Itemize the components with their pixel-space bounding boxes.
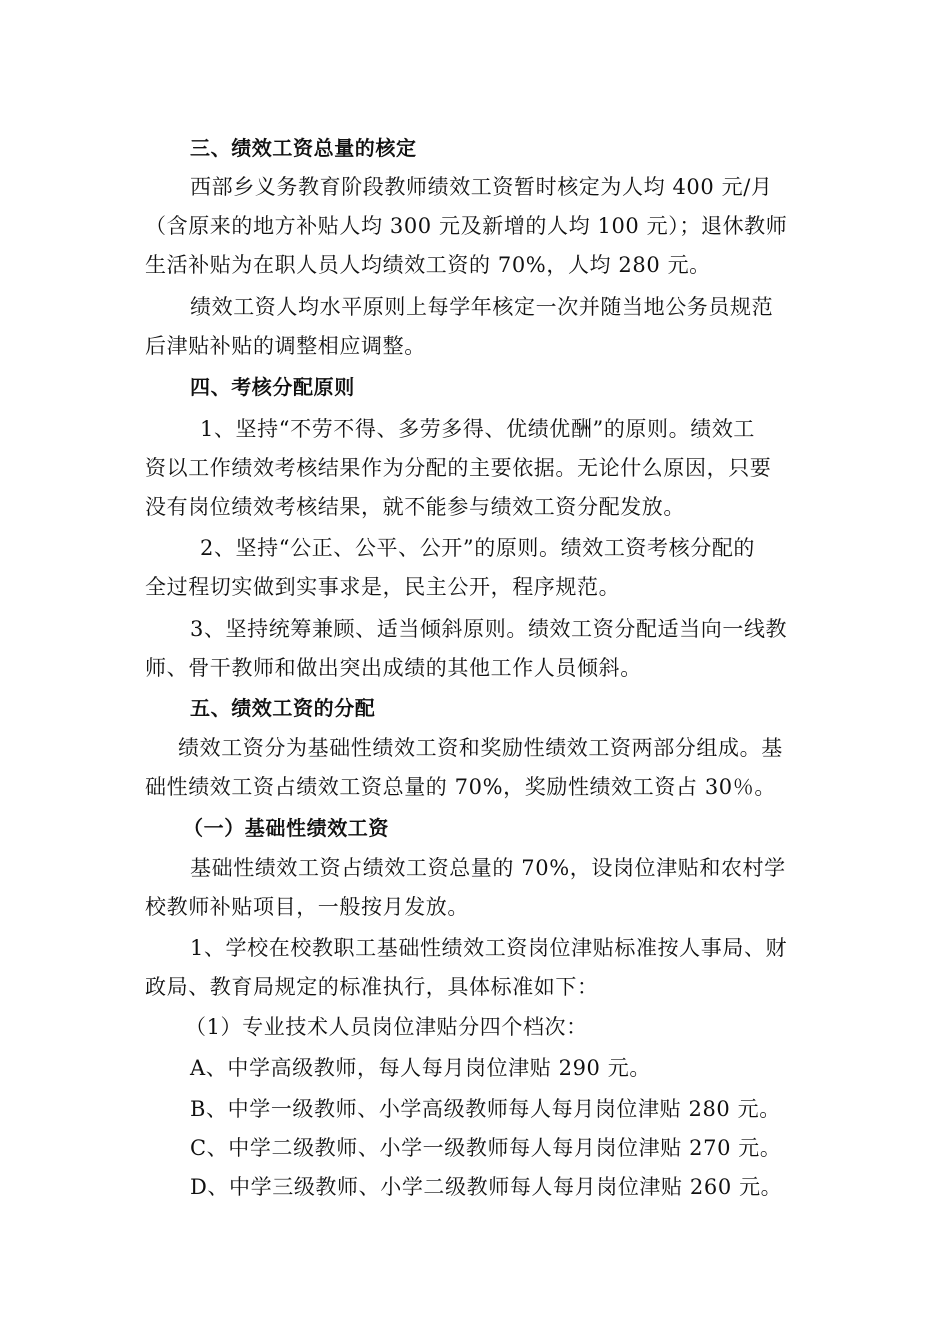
list-item: B、中学一级教师、小学高级教师每人每月岗位津贴 280 元。	[190, 1097, 781, 1121]
paragraph-line: 师、骨干教师和做出突出成绩的其他工作人员倾斜。	[145, 656, 642, 680]
list-item: A、中学高级教师，每人每月岗位津贴 290 元。	[190, 1056, 651, 1080]
paragraph-line: 政局、教育局规定的标准执行，具体标准如下：	[145, 975, 599, 999]
list-heading: （1）专业技术人员岗位津贴分四个档次：	[185, 1015, 588, 1039]
paragraph-line: 3、坚持统筹兼顾、适当倾斜原则。绩效工资分配适当向一线教	[190, 617, 788, 641]
paragraph-line: 绩效工资分为基础性绩效工资和奖励性绩效工资两部分组成。基	[178, 736, 783, 760]
paragraph-line: 校教师补贴项目，一般按月发放。	[145, 895, 469, 919]
paragraph-line: 全过程切实做到实事求是，民主公开，程序规范。	[145, 575, 621, 599]
heading-section-4: 四、考核分配原则	[190, 375, 355, 399]
paragraph-line: 生活补贴为在职人员人均绩效工资的 70%，人均 280 元。	[145, 253, 711, 277]
heading-subsection-1: （一）基础性绩效工资	[183, 816, 389, 840]
list-item: D、中学三级教师、小学二级教师每人每月岗位津贴 260 元。	[190, 1175, 783, 1199]
paragraph-line: 绩效工资人均水平原则上每学年核定一次并随当地公务员规范	[190, 295, 774, 319]
heading-section-3: 三、绩效工资总量的核定	[190, 136, 417, 160]
paragraph-line: 后津贴补贴的调整相应调整。	[145, 334, 426, 358]
paragraph-line: （含原来的地方补贴人均 300 元及新增的人均 100 元）；退休教师	[145, 214, 788, 238]
list-item: C、中学二级教师、小学一级教师每人每月岗位津贴 270 元。	[190, 1136, 782, 1160]
paragraph-line: 基础性绩效工资占绩效工资总量的 70%，设岗位津贴和农村学	[190, 856, 786, 880]
paragraph-line: 资以工作绩效考核结果作为分配的主要依据。无论什么原因，只要	[145, 456, 772, 480]
heading-section-5: 五、绩效工资的分配	[190, 696, 376, 720]
paragraph-line: 1、坚持“不劳不得、多劳多得、优绩优酬”的原则。绩效工	[200, 417, 756, 441]
paragraph-line: 2、坚持“公正、公平、公开”的原则。绩效工资考核分配的	[200, 536, 756, 560]
paragraph-line: 西部乡义务教育阶段教师绩效工资暂时核定为人均 400 元/月	[190, 175, 773, 199]
paragraph-line: 1、学校在校教职工基础性绩效工资岗位津贴标准按人事局、财	[190, 936, 788, 960]
paragraph-line: 础性绩效工资占绩效工资总量的 70%，奖励性绩效工资占 30％。	[145, 775, 776, 799]
paragraph-line: 没有岗位绩效考核结果，就不能参与绩效工资分配发放。	[145, 495, 685, 519]
